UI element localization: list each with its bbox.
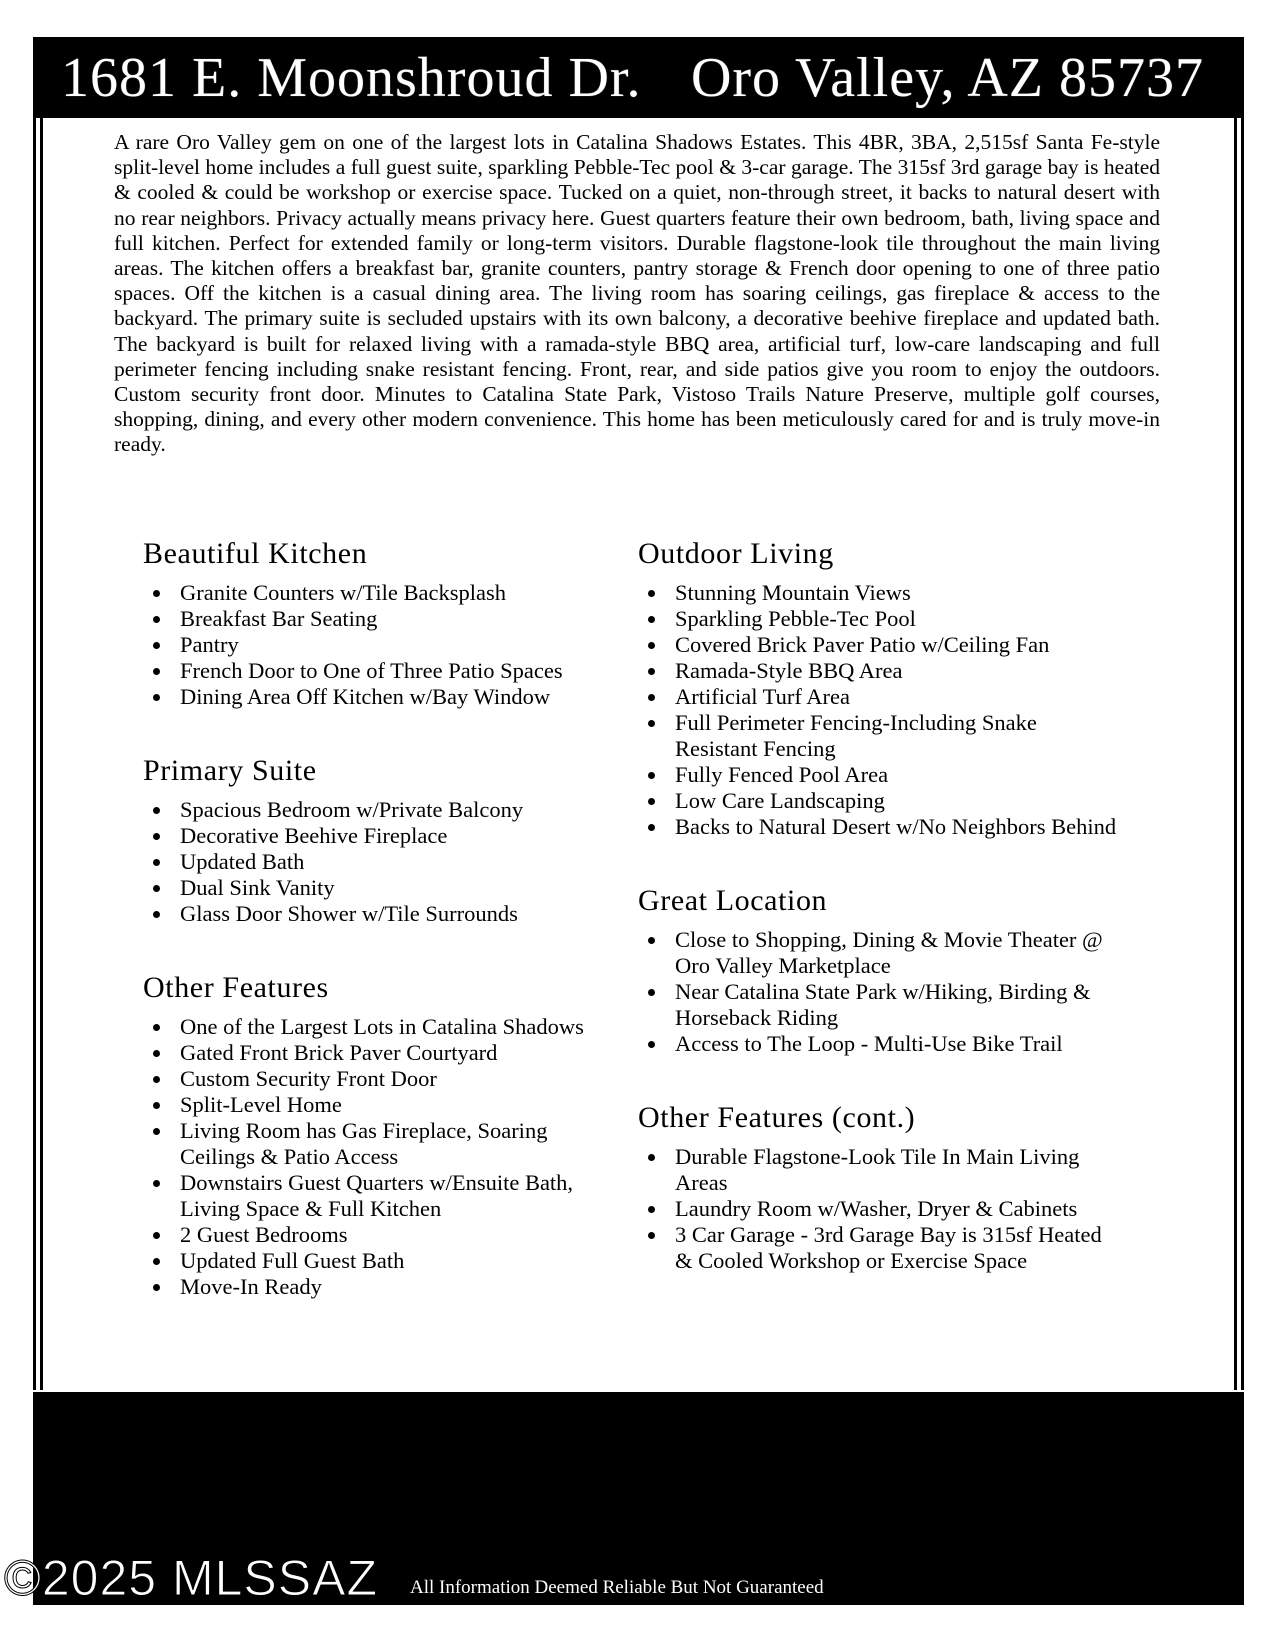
section-title: Outdoor Living (638, 537, 834, 570)
mls-watermark: ©2025 MLSSAZ (4, 1550, 379, 1606)
feature-list-item: Near Catalina State Park w/Hiking, Birding & Horseback Riding (638, 979, 1118, 1031)
feature-list-item: Spacious Bedroom w/Private Balcony (143, 797, 600, 823)
feature-list-item: 3 Car Garage - 3rd Garage Bay is 315sf Heated & Cooled Workshop or Exercise Space (638, 1222, 1118, 1274)
feature-list-item: Downstairs Guest Quarters w/Ensuite Bath, Living Space & Full Kitchen (143, 1170, 600, 1222)
feature-list-item: Dual Sink Vanity (143, 875, 600, 901)
section-title: Other Features (cont.) (638, 1101, 916, 1134)
feature-list-item: Laundry Room w/Washer, Dryer & Cabinets (638, 1196, 1118, 1222)
header-address-city: Oro Valley, AZ 85737 (690, 46, 1204, 109)
feature-list-item: Full Perimeter Fencing-Including Snake Resistant Fencing (638, 710, 1118, 762)
feature-list (143, 1014, 600, 1300)
feature-list (143, 580, 600, 710)
feature-list-item: Living Room has Gas Fireplace, Soaring Ceilings & Patio Access (143, 1118, 600, 1170)
feature-list-item: Artificial Turf Area (638, 684, 1118, 710)
section-title: Beautiful Kitchen (143, 537, 368, 570)
feature-list-item: Close to Shopping, Dining & Movie Theater @ Oro Valley Marketplace (638, 927, 1118, 979)
feature-list-item: Granite Counters w/Tile Backsplash (143, 580, 600, 606)
feature-list-item: Updated Bath (143, 849, 600, 875)
disclaimer-text: All Information Deemed Reliable But Not Guaranteed (410, 1577, 824, 1598)
feature-section (638, 537, 1118, 840)
feature-list-item: Split-Level Home (143, 1092, 600, 1118)
feature-list-item: Breakfast Bar Seating (143, 606, 600, 632)
feature-list-item: 2 Guest Bedrooms (143, 1222, 600, 1248)
feature-list-item: Updated Full Guest Bath (143, 1248, 600, 1274)
feature-list-item: Glass Door Shower w/Tile Surrounds (143, 901, 600, 927)
feature-list-item: Decorative Beehive Fireplace (143, 823, 600, 849)
feature-list (638, 580, 1118, 840)
feature-list-item: Custom Security Front Door (143, 1066, 600, 1092)
section-title: Great Location (638, 884, 828, 917)
feature-section (638, 884, 1118, 1057)
feature-list-item: Ramada-Style BBQ Area (638, 658, 1118, 684)
feature-list (638, 927, 1118, 1057)
feature-list-item: Gated Front Brick Paver Courtyard (143, 1040, 600, 1066)
feature-list-item: French Door to One of Three Patio Spaces (143, 658, 600, 684)
feature-section (143, 971, 600, 1300)
feature-list (638, 1144, 1118, 1274)
feature-list-item: Pantry (143, 632, 600, 658)
feature-list-item: Durable Flagstone-Look Tile In Main Living Areas (638, 1144, 1118, 1196)
feature-list-item: Fully Fenced Pool Area (638, 762, 1118, 788)
feature-list-item: Stunning Mountain Views (638, 580, 1118, 606)
section-title: Other Features (143, 971, 329, 1004)
feature-list-item: Dining Area Off Kitchen w/Bay Window (143, 684, 600, 710)
header-bar (33, 37, 1244, 118)
feature-list-item: Covered Brick Paver Patio w/Ceiling Fan (638, 632, 1118, 658)
feature-list-item: One of the Largest Lots in Catalina Shadows (143, 1014, 600, 1040)
feature-column-right (638, 537, 1118, 1300)
feature-list-item: Sparkling Pebble-Tec Pool (638, 606, 1118, 632)
feature-section (143, 537, 600, 710)
feature-section (638, 1101, 1118, 1274)
section-title: Primary Suite (143, 754, 317, 787)
feature-list-item: Access to The Loop - Multi-Use Bike Trail (638, 1031, 1118, 1057)
feature-section (143, 754, 600, 927)
feature-list-item: Move-In Ready (143, 1274, 600, 1300)
feature-list (143, 797, 600, 927)
header-address-street: 1681 E. Moonshroud Dr. (61, 46, 642, 109)
feature-columns (143, 537, 1155, 1300)
property-description: A rare Oro Valley gem on one of the largest lots in Catalina Shadows Estates. This 4BR, 3BA, 2,515sf Santa Fe-style split-level home includes a full guest suite, sparkling Pebble-Tec pool & 3-car garage. The 315sf 3rd garage bay is heated & cooled & could be workshop or exercise space. Tucked on a quiet, non-through street, it backs to natural desert with no rear neighbors. Privacy actually means privacy here. Guest quarters feature their own bedroom, bath, living space and full kitchen. Perfect for extended family or long-term visitors. Durable flagstone-look tile throughout the main living areas. The kitchen offers a breakfast bar, granite counters, pantry storage & French door opening to one of three patio spaces. Off the kitchen is a casual dining area. The living room has soaring ceilings, gas fireplace & access to the backyard. The primary suite is secluded upstairs with its own balcony, a decorative beehive fireplace and updated bath. The backyard is built for relaxed living with a ramada-style BBQ area, artificial turf, low-care landscaping and full perimeter fencing including snake resistant fencing. Front, rear, and side patios give you room to enjoy the outdoors. Custom security front door. Minutes to Catalina State Park, Vistoso Trails Nature Preserve, multiple golf courses, shopping, dining, and every other modern convenience. This home has been meticulously cared for and is truly move-in ready. (114, 130, 1160, 457)
feature-list-item: Low Care Landscaping (638, 788, 1118, 814)
feature-list-item: Backs to Natural Desert w/No Neighbors Behind (638, 814, 1118, 840)
feature-column-left (143, 537, 600, 1300)
